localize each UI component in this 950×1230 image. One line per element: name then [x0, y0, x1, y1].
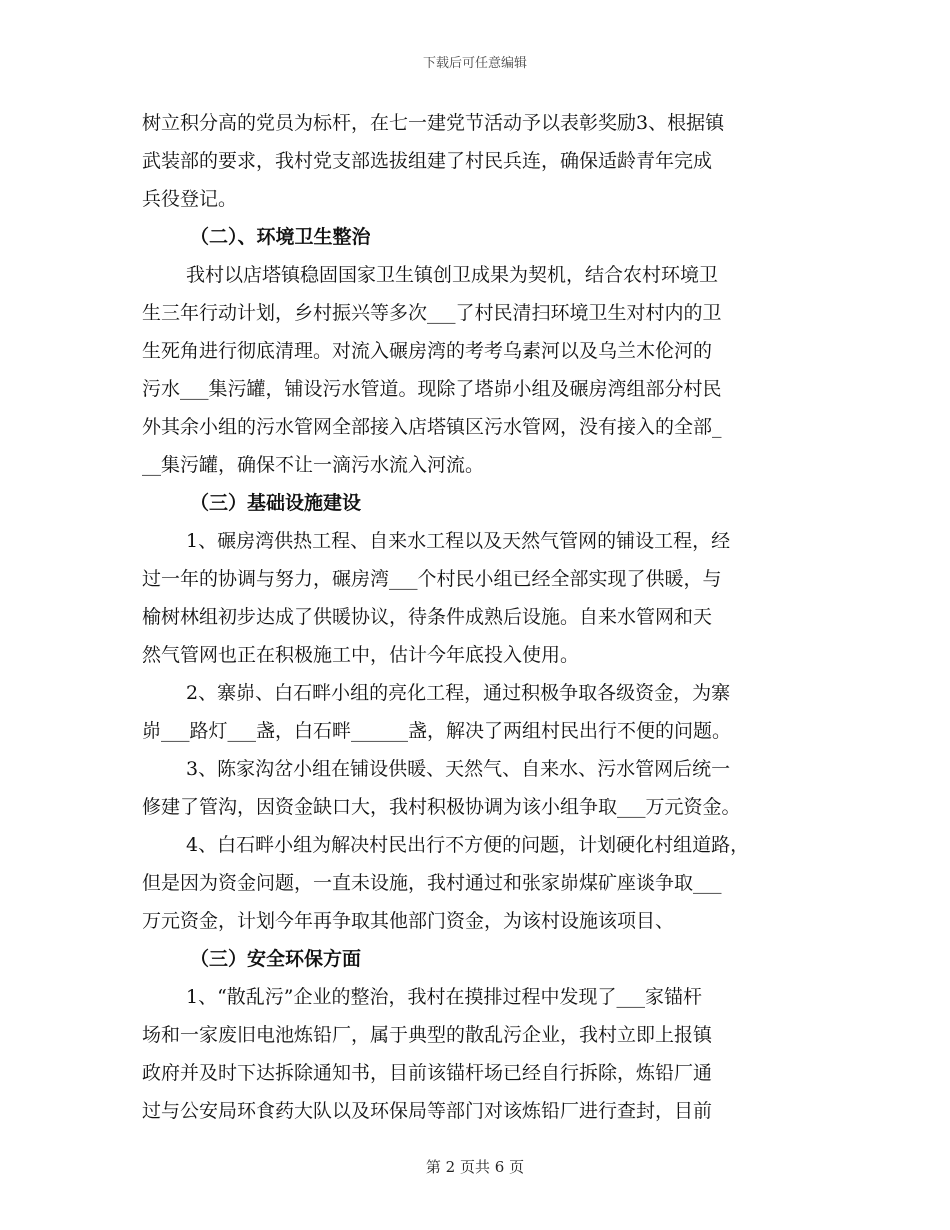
document-body [142, 104, 822, 1130]
text-line: 过与公安局环食药大队以及环保局等部门对该炼铅厂进行查封，目前 [142, 1100, 713, 1122]
text-line: __集污罐，确保不让一滴污水流入河流。 [142, 454, 485, 476]
page-footer: 第 2 页共 6 页 [425, 1158, 525, 1176]
text-line: 过一年的协调与努力，碾房湾___个村民小组已经全部实现了供暖，与 [142, 568, 722, 590]
text-line: 武装部的要求，我村党支部选拔组建了村民兵连，确保适龄青年完成 [142, 150, 713, 172]
text-line: 峁___路灯___盏，白石畔______盏，解决了两组村民出行不便的问题。 [142, 720, 732, 742]
text-line: 万元资金，计划今年再争取其他部门资金，为该村设施该项目、 [142, 910, 675, 932]
text-line: 污水___集污罐，铺设污水管道。现除了塔峁小组及碾房湾组部分村民 [142, 378, 722, 400]
text-line: 1、碾房湾供热工程、自来水工程以及天然气管网的铺设工程，经 [186, 530, 731, 552]
text-line: 修建了管沟，因资金缺口大，我村积极协调为该小组争取___万元资金。 [142, 796, 741, 818]
text-line: 3、陈家沟岔小组在铺设供暖、天然气、自来水、污水管网后统一 [186, 758, 731, 780]
text-line: 生三年行动计划，乡村振兴等多次___了村民清扫环境卫生对村内的卫 [142, 302, 722, 324]
text-line: 生死角进行彻底清理。对流入碾房湾的考考乌素河以及乌兰木伦河的 [142, 340, 713, 362]
section-heading: （三）基础设施建设 [190, 492, 362, 514]
text-line: 榆树林组初步达成了供暖协议，待条件成熟后设施。自来水管网和天 [142, 606, 713, 628]
text-line: 场和一家废旧电池炼铅厂，属于典型的散乱污企业，我村立即上报镇 [142, 1024, 713, 1046]
text-line: 我村以店塔镇稳固国家卫生镇创卫成果为契机，结合农村环境卫 [186, 264, 719, 286]
text-line: 兵役登记。 [142, 188, 238, 210]
text-line: 1、“散乱污”企业的整治，我村在摸排过程中发现了___家锚杆 [186, 986, 703, 1008]
text-line: 4、白石畔小组为解决村民出行不方便的问题，计划硬化村组道路， [186, 834, 750, 856]
text-line: 政府并及时下达拆除通知书，目前该锚杆场已经自行拆除，炼铅厂通 [142, 1062, 713, 1084]
section-heading: （三）安全环保方面 [190, 948, 362, 970]
text-line: 但是因为资金问题，一直未设施，我村通过和张家峁煤矿座谈争取___ [142, 872, 722, 894]
text-line: 外其余小组的污水管网全部接入店塔镇区污水管网，没有接入的全部_ [142, 416, 722, 438]
page-header: 下载后可任意编辑 [422, 56, 527, 71]
section-heading: （二）、环境卫生整治 [190, 226, 371, 248]
text-line: 然气管网也正在积极施工中，估计今年底投入使用。 [142, 644, 580, 666]
text-line: 2、寨峁、白石畔小组的亮化工程，通过积极争取各级资金，为寨 [186, 682, 731, 704]
text-line: 树立积分高的党员为标杆，在七一建党节活动予以表彰奖励3、根据镇 [142, 112, 725, 134]
